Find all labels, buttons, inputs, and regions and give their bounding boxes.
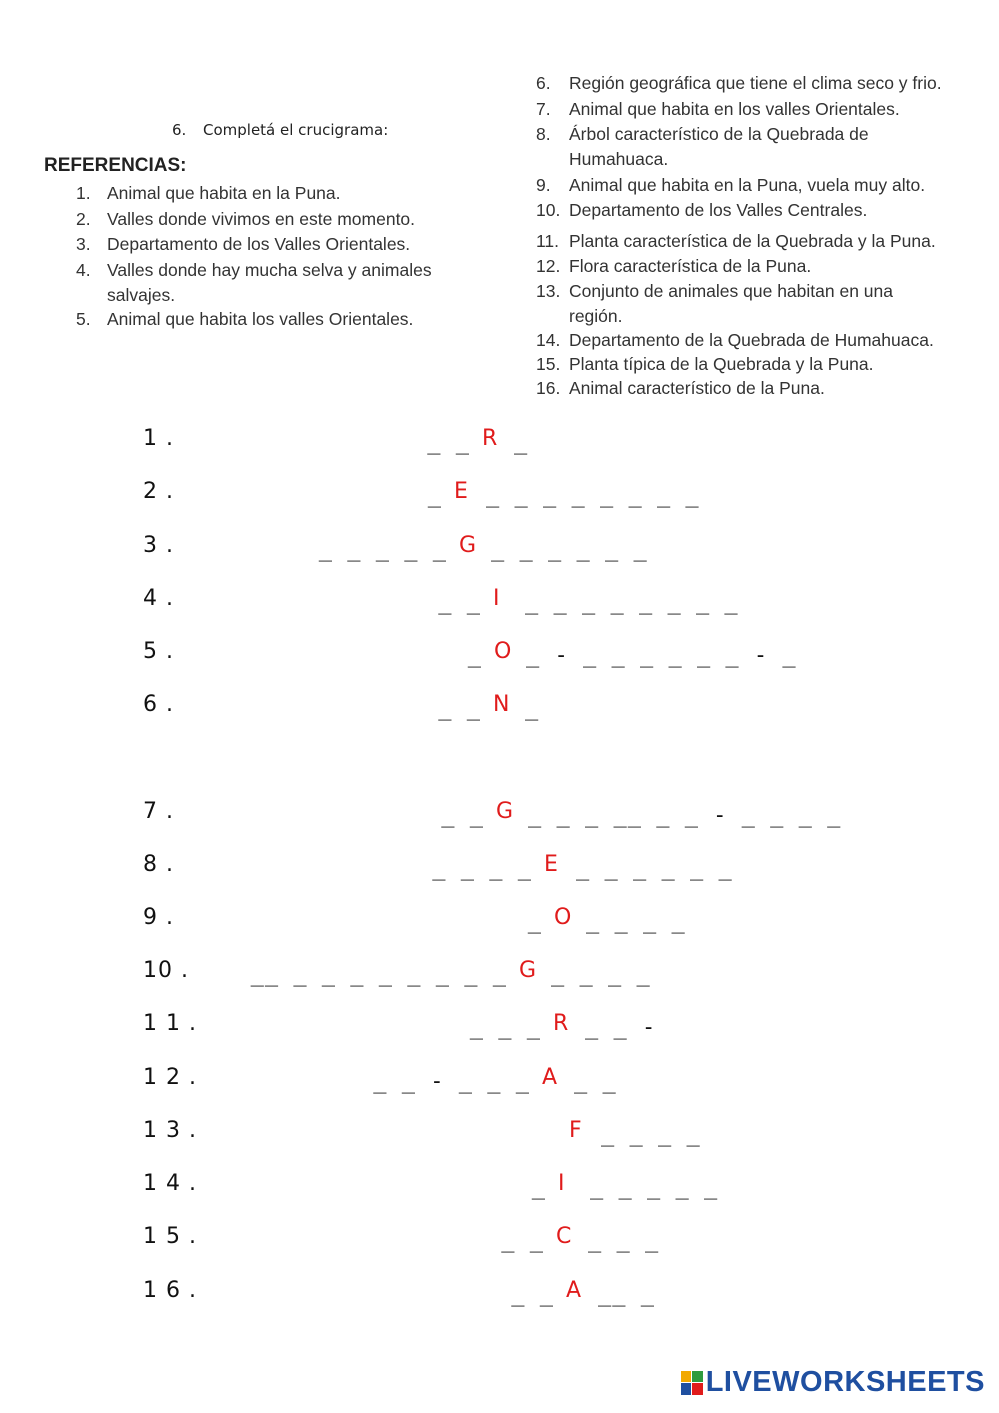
key-letter: G [519, 958, 537, 983]
clue-text: Animal que habita en la Puna, vuela muy alto. [569, 175, 926, 195]
clue-number: 2. [76, 209, 91, 229]
clues_right-clue [536, 306, 623, 327]
clue-text: Animal que habita en la Puna. [107, 183, 341, 203]
clues_right-clue [536, 149, 668, 170]
blank-cells-after[interactable]: _ - _ _ _ _ _ _ - _ [526, 643, 797, 668]
blank-cells-after[interactable]: _ _ _ _ _ _ _ _ [525, 590, 739, 615]
clue-text: Animal característico de la Puna. [569, 378, 825, 398]
key-letter: O [494, 639, 512, 664]
clue-number: 4. [76, 260, 91, 280]
blank-cells-after[interactable]: _ _ _ _ _ _ [576, 856, 733, 881]
clue-number: 1. [76, 183, 91, 203]
blank-cells-before[interactable]: _ [427, 483, 442, 508]
clues_right-clue [536, 200, 867, 221]
key-letter: A [566, 1278, 582, 1303]
clues_right-clue [536, 330, 934, 351]
clue-number: 8. [536, 124, 551, 144]
blank-cells-before[interactable]: _ _ [427, 430, 470, 455]
row-number: 1 1 . [143, 1011, 197, 1036]
blank-cells-after[interactable]: _ _ _ _ [601, 1122, 701, 1147]
key-letter: G [459, 533, 477, 558]
clues_left-clue [76, 285, 175, 306]
blank-cells-before[interactable]: _ _ [441, 803, 484, 828]
blank-cells-before[interactable]: _ [531, 1175, 546, 1200]
clue-number: 15. [536, 354, 561, 374]
liveworksheets-logo [681, 1366, 985, 1399]
blank-cells-after[interactable]: _ _ _ _ _ _ [491, 537, 648, 562]
clue-text: Departamento de los Valles Centrales. [569, 200, 868, 220]
key-letter: G [496, 799, 514, 824]
clues_left-clue [76, 209, 415, 230]
blank-cells-before[interactable]: _ _ [501, 1228, 544, 1253]
clues_right-clue [536, 124, 869, 145]
clue-text: región. [569, 306, 623, 326]
clues_right-clue [536, 378, 825, 399]
key-letter: C [556, 1224, 572, 1249]
clues_right-clue [536, 256, 811, 277]
row-number: 9 . [143, 905, 174, 930]
task-number: 6. [172, 121, 187, 139]
key-letter: R [482, 426, 498, 451]
blank-cells-before[interactable]: _ _ [438, 696, 481, 721]
blank-cells-before[interactable]: _ _ [438, 590, 481, 615]
clue-text: Planta característica de la Quebrada y la Puna. [569, 231, 936, 251]
row-number: 3 . [143, 533, 174, 558]
clue-number: 14. [536, 330, 561, 350]
blank-cells-after[interactable]: _ _ _ __ _ _ - _ _ _ _ [528, 803, 842, 828]
blank-cells-after[interactable]: _ _ _ _ [551, 962, 651, 987]
clue-number: 16. [536, 378, 561, 398]
clue-text: Valles donde hay mucha selva y animales [107, 260, 432, 280]
blank-cells-after[interactable]: _ _ _ _ _ _ _ _ [486, 483, 700, 508]
row-number: 1 2 . [143, 1065, 197, 1090]
blank-cells-after[interactable]: _ _ - [585, 1015, 657, 1040]
row-number: 5 . [143, 639, 174, 664]
clues_left-clue [76, 234, 410, 255]
clue-text: salvajes. [107, 285, 176, 305]
blank-cells-after[interactable]: _ _ _ _ [586, 909, 686, 934]
blank-cells-before[interactable]: _ _ - _ _ _ [373, 1069, 530, 1094]
key-letter: E [544, 852, 558, 877]
key-letter: I [558, 1171, 565, 1196]
key-letter: I [493, 586, 500, 611]
blank-cells-before[interactable]: _ [467, 643, 482, 668]
row-number: 1 5 . [143, 1224, 197, 1249]
task-instruction [172, 121, 388, 139]
blank-cells-after[interactable]: _ [514, 430, 529, 455]
clues_right-clue [536, 231, 936, 252]
clue-text: Departamento de la Quebrada de Humahuaca. [569, 330, 934, 350]
clue-number: 5. [76, 309, 91, 329]
clues_right-clue [536, 99, 900, 120]
blank-cells-before[interactable]: _ _ [511, 1282, 554, 1307]
clues_right-clue [536, 175, 925, 196]
blank-cells-before[interactable]: _ [527, 909, 542, 934]
row-number: 1 6 . [143, 1278, 197, 1303]
clue-number: 6. [536, 73, 551, 93]
blank-cells-after[interactable]: _ _ [574, 1069, 617, 1094]
key-letter: E [454, 479, 468, 504]
blank-cells-before[interactable]: _ _ _ _ _ [318, 537, 447, 562]
clue-number: 12. [536, 256, 561, 276]
clue-text: Árbol característico de la Quebrada de [569, 124, 869, 144]
clue-number: 10. [536, 200, 561, 220]
clue-text: Planta típica de la Quebrada y la Puna. [569, 354, 874, 374]
clue-number: 13. [536, 281, 561, 301]
blank-cells-after[interactable]: _ _ _ [588, 1228, 660, 1253]
brand-text: LIVEWORKSHEETS [705, 1366, 985, 1398]
clue-number: 9. [536, 175, 551, 195]
row-number: 6 . [143, 692, 174, 717]
row-number: 4 . [143, 586, 174, 611]
blank-cells-before[interactable]: __ _ _ _ _ _ _ _ _ [250, 962, 507, 987]
clues_right-clue [536, 73, 942, 94]
clue-text: Humahuaca. [569, 149, 669, 169]
key-letter: A [542, 1065, 558, 1090]
clue-text: Flora característica de la Puna. [569, 256, 812, 276]
clues_left-clue [76, 183, 341, 204]
key-letter: R [553, 1011, 569, 1036]
clues_left-clue [76, 309, 413, 330]
clue-text: Animal que habita los valles Orientales. [107, 309, 414, 329]
liveworksheets-icon [681, 1371, 703, 1395]
clues_right-clue [536, 281, 893, 302]
clue-text: Animal que habita en los valles Orientales. [569, 99, 900, 119]
clue-number: 11. [536, 231, 560, 251]
blank-cells-after[interactable]: _ [525, 696, 540, 721]
clue-number: 7. [536, 99, 551, 119]
key-letter: N [493, 692, 510, 717]
row-number: 1 3 . [143, 1118, 197, 1143]
row-number: 1 . [143, 426, 174, 451]
row-number: 1 4 . [143, 1171, 197, 1196]
blank-cells-before[interactable]: _ _ _ _ [432, 856, 532, 881]
task-text: Completá el crucigrama: [203, 121, 389, 139]
blank-cells-before[interactable]: _ _ _ [469, 1015, 541, 1040]
blank-cells-after[interactable]: _ _ _ _ _ [590, 1175, 719, 1200]
row-number: 8 . [143, 852, 174, 877]
clues_right-clue [536, 354, 874, 375]
row-number: 2 . [143, 479, 174, 504]
key-letter: O [554, 905, 572, 930]
clue-text: Valles donde vivimos en este momento. [107, 209, 416, 229]
row-number: 7 . [143, 799, 174, 824]
clue-text: Conjunto de animales que habitan en una [569, 281, 893, 301]
key-letter: F [569, 1118, 582, 1143]
clue-text: Región geográfica que tiene el clima seco y frio. [569, 73, 942, 93]
clue-text: Departamento de los Valles Orientales. [107, 234, 411, 254]
blank-cells-after[interactable]: __ _ [598, 1282, 655, 1307]
row-number: 10 . [143, 958, 189, 983]
clues_left-clue [76, 260, 432, 281]
clue-number: 3. [76, 234, 91, 254]
references-title: REFERENCIAS: [44, 155, 187, 176]
